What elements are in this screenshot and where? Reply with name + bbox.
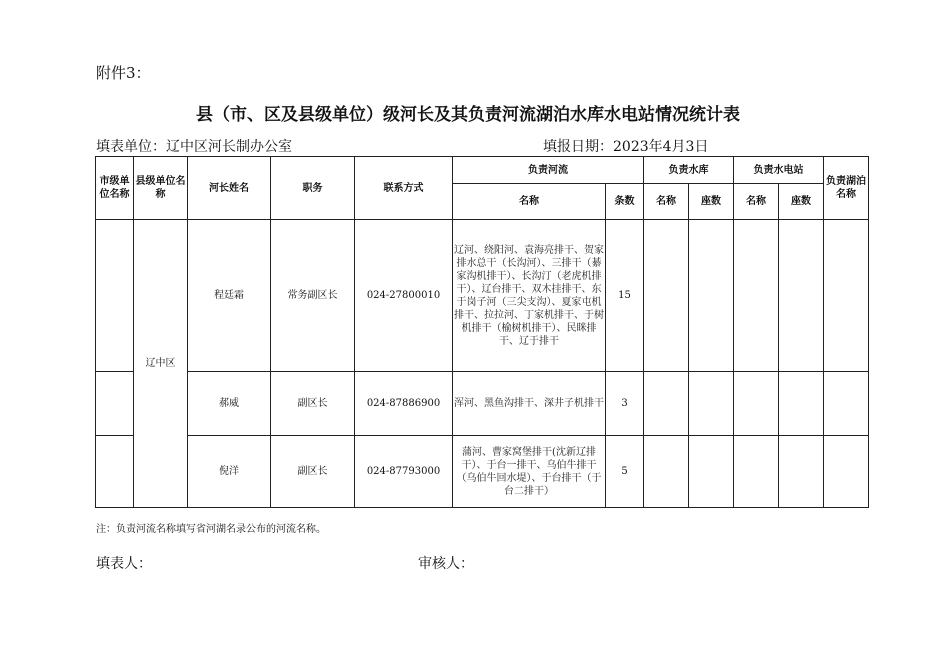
river-count-cell: 5 (606, 436, 644, 508)
city-unit-cell (96, 436, 134, 508)
county-cell: 辽中区 (134, 220, 188, 508)
hydro-name-cell (734, 436, 779, 508)
duty-cell: 常务副区长 (271, 220, 355, 372)
fill-unit: 填表单位：辽中区河长制办公室 (96, 139, 292, 155)
header-row-1 (96, 157, 869, 184)
table-row (96, 220, 869, 372)
fill-date: 填报日期：2023年4月3日 (543, 139, 709, 155)
duty-cell: 副区长 (271, 372, 355, 436)
header-hydro-name: 名称 (734, 184, 779, 220)
chief-name-cell: 程廷霜 (188, 220, 271, 372)
duty-cell: 副区长 (271, 436, 355, 508)
reservoir-name-cell (644, 436, 689, 508)
chief-name-cell: 郝威 (188, 372, 271, 436)
reservoir-count-cell (689, 372, 734, 436)
hydro-name-cell (734, 372, 779, 436)
header-hydro-group: 负责水电站 (734, 157, 824, 184)
header-river-count: 条数 (606, 184, 644, 220)
reservoir-count-cell (689, 220, 734, 372)
table-row (96, 372, 869, 436)
header-reservoir-count: 座数 (689, 184, 734, 220)
phone-cell: 024-87793000 (355, 436, 453, 508)
chief-name-cell: 倪洋 (188, 436, 271, 508)
reservoir-count-cell (689, 436, 734, 508)
header-lake: 负责湖泊名称 (824, 157, 869, 220)
header-chief-name: 河长姓名 (188, 157, 271, 220)
river-count-cell: 3 (606, 372, 644, 436)
hydro-count-cell (779, 436, 824, 508)
lake-cell (824, 220, 869, 372)
phone-cell: 024-27800010 (355, 220, 453, 372)
header-reservoir-name: 名称 (644, 184, 689, 220)
river-count-cell: 15 (606, 220, 644, 372)
header-county-unit: 县级单位名称 (134, 157, 188, 220)
table-note: 注：负责河流名称填写省河湖名录公布的河流名称。 (96, 524, 326, 535)
header-rivers-group: 负责河流 (453, 157, 644, 184)
phone-cell: 024-87886900 (355, 372, 453, 436)
city-unit-cell (96, 372, 134, 436)
filler-label: 填表人： (96, 556, 152, 572)
rivers-cell: 浑河、黑鱼沟排干、深井子机排干 (453, 372, 606, 436)
lake-cell (824, 436, 869, 508)
header-hydro-count: 座数 (779, 184, 824, 220)
city-unit-cell (96, 220, 134, 372)
checker-label: 审核人： (418, 556, 474, 572)
hydro-name-cell (734, 220, 779, 372)
header-reservoir-group: 负责水库 (644, 157, 734, 184)
table-row (96, 436, 869, 508)
lake-cell (824, 372, 869, 436)
header-river-name: 名称 (453, 184, 606, 220)
attachment-label: 附件3： (96, 64, 151, 82)
document-title: 县（市、区及县级单位）级河长及其负责河流湖泊水库水电站情况统计表 (196, 105, 740, 125)
rivers-cell: 辽河、绕阳河、袁海亮排干、贺家排水总干（长沟河）、三排干（綦家沟机排干）、长沟汀（老虎机排干）、辽台排干、双木挂排干、东于岗子河（三尖支沟）、夏家屯机排干、拉拉河、丁家机排干、于树机排干（榆树机排干）、民眯排干、辽于排干 (453, 220, 606, 372)
reservoir-name-cell (644, 220, 689, 372)
header-city-unit: 市级单位名称 (96, 157, 134, 220)
statistics-table (95, 156, 869, 508)
reservoir-name-cell (644, 372, 689, 436)
hydro-count-cell (779, 220, 824, 372)
header-duty: 职务 (271, 157, 355, 220)
rivers-cell: 蒲河、曹家窝堡排干(沈新辽排干）、于台一排干、乌伯牛排干（乌伯牛回水堤）、于台排干（于台二排干） (453, 436, 606, 508)
hydro-count-cell (779, 372, 824, 436)
header-contact: 联系方式 (355, 157, 453, 220)
